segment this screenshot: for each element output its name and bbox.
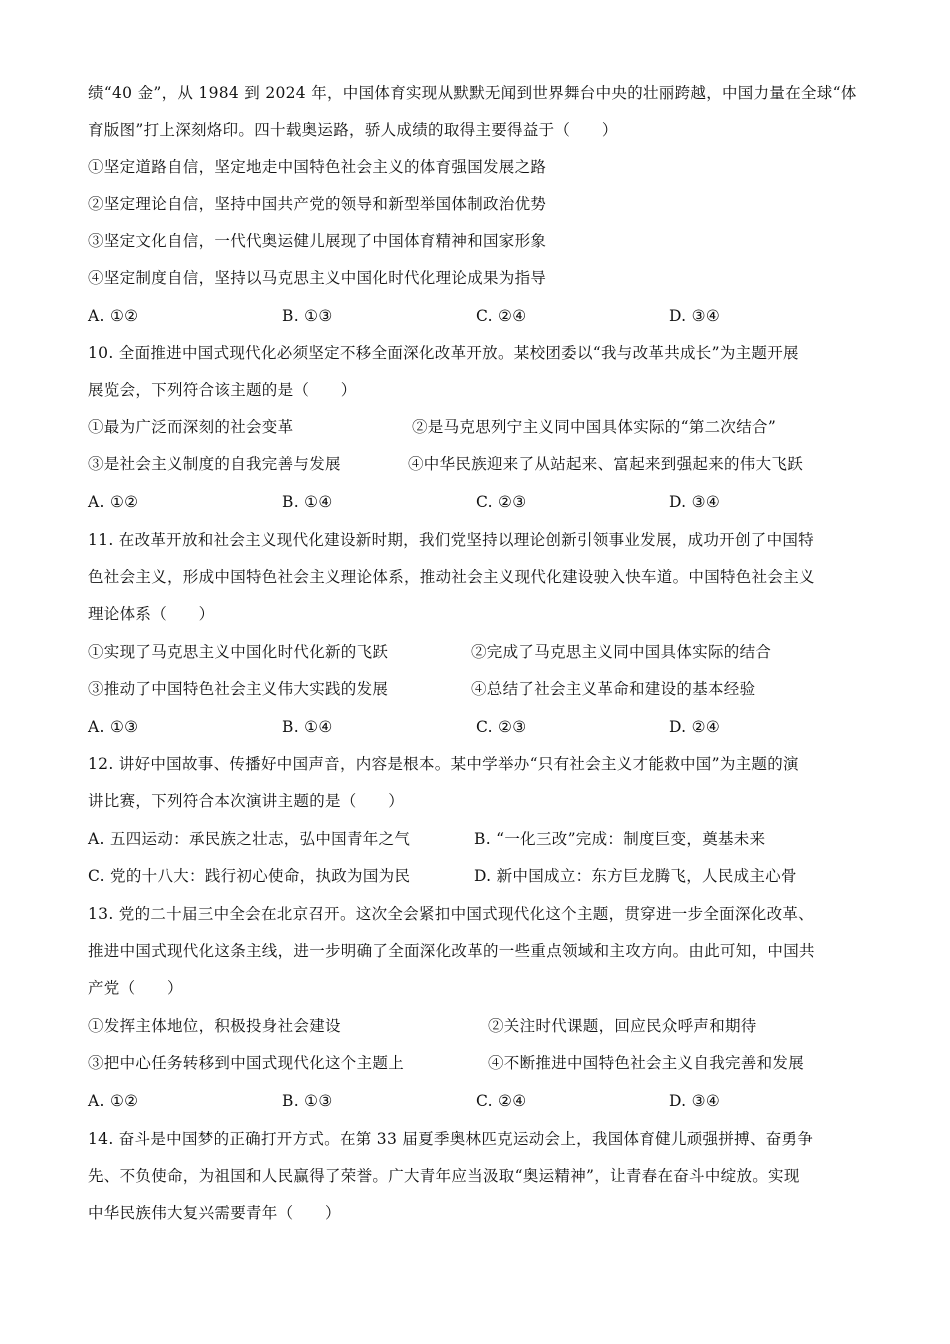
q14-line-2: 先、不负使命，为祖国和人民赢得了荣誉。广大青年应当汲取“奥运精神”，让青春在奋斗中绽放。实现: [88, 1167, 800, 1185]
q10-option-c: C. ②③: [476, 493, 527, 511]
q10-item-4: ④中华民族迎来了从站起来、富起来到强起来的伟大飞跃: [408, 455, 804, 473]
q10-item-1: ①最为广泛而深刻的社会变革: [88, 418, 294, 436]
q11-option-d: D. ②④: [669, 718, 721, 736]
q10-line-2: 展览会，下列符合该主题的是（ ）: [88, 381, 357, 399]
q10-item-2: ②是马克思列宁主义同中国具体实际的“第二次结合”: [412, 418, 777, 436]
q11-item-1: ①实现了马克思主义中国化时代化新的飞跃: [88, 643, 389, 661]
q11-line-2: 色社会主义，形成中国特色社会主义理论体系，推动社会主义现代化建设驶入快车道。中国特色社会主义: [88, 568, 815, 586]
q11-line-3: 理论体系（ ）: [88, 605, 215, 623]
q9-item-3: ③坚定文化自信，一代代奥运健儿展现了中国体育精神和国家形象: [88, 232, 547, 250]
q11-item-2: ②完成了马克思主义同中国具体实际的结合: [471, 643, 772, 661]
q14-line-3: 中华民族伟大复兴需要青年（ ）: [88, 1204, 341, 1222]
q10-line-1: 10. 全面推进中国式现代化必须坚定不移全面深化改革开放。某校团委以“我与改革共成长”为主题开展: [88, 344, 799, 362]
q12-line-2: 讲比赛，下列符合本次演讲主题的是（ ）: [88, 792, 405, 810]
q14-line-1: 14. 奋斗是中国梦的正确打开方式。在第 33 届夏季奥林匹克运动会上，我国体育健儿顽强拼搏、奋勇争: [88, 1130, 814, 1148]
q12-line-1: 12. 讲好中国故事、传播好中国声音，内容是根本。某中学举办“只有社会主义才能救中国”为主题的演: [88, 755, 799, 773]
q13-option-d: D. ③④: [669, 1092, 721, 1110]
q13-item-1: ①发挥主体地位，积极投身社会建设: [88, 1017, 341, 1035]
q11-option-b: B. ①④: [282, 718, 333, 736]
q10-option-b: B. ①④: [282, 493, 333, 511]
q13-item-2: ②关注时代课题，回应民众呼声和期待: [488, 1017, 757, 1035]
q12-option-c: C. 党的十八大：践行初心使命，执政为国为民: [88, 867, 411, 885]
q10-item-3: ③是社会主义制度的自我完善与发展: [88, 455, 341, 473]
q12-option-d: D. 新中国成立：东方巨龙腾飞，人民成主心骨: [474, 867, 797, 885]
q13-option-b: B. ①③: [282, 1092, 333, 1110]
q11-item-4: ④总结了社会主义革命和建设的基本经验: [471, 680, 756, 698]
q10-option-d: D. ③④: [669, 493, 721, 511]
q11-line-1: 11. 在改革开放和社会主义现代化建设新时期，我们党坚持以理论创新引领事业发展，成功开创了中国特: [88, 531, 814, 549]
q11-option-a: A. ①③: [88, 718, 139, 736]
q9-item-4: ④坚定制度自信，坚持以马克思主义中国化时代化理论成果为指导: [88, 269, 547, 287]
q12-option-b: B. “一化三改”完成：制度巨变，奠基未来: [474, 830, 766, 848]
q13-item-3: ③把中心任务转移到中国式现代化这个主题上: [88, 1054, 405, 1072]
q13-line-2: 推进中国式现代化这条主线，进一步明确了全面深化改革的一些重点领域和主攻方向。由此可知，中国共: [88, 942, 815, 960]
q13-option-c: C. ②④: [476, 1092, 527, 1110]
q13-line-1: 13. 党的二十届三中全会在北京召开。这次全会紧扣中国式现代化这个主题，贯穿进一步全面深化改革、: [88, 905, 814, 923]
q9-line-1: 绩“40 金”，从 1984 到 2024 年，中国体育实现从默默无闻到世界舞台中央的壮丽跨越，中国力量在全球“体: [88, 84, 857, 102]
q9-item-2: ②坚定理论自信，坚持中国共产党的领导和新型举国体制政治优势: [88, 195, 547, 213]
q9-option-d: D. ③④: [669, 307, 721, 325]
q12-option-a: A. 五四运动：承民族之壮志，弘中国青年之气: [88, 830, 411, 848]
q9-item-1: ①坚定道路自信，坚定地走中国特色社会主义的体育强国发展之路: [88, 158, 547, 176]
q11-option-c: C. ②③: [476, 718, 527, 736]
q13-option-a: A. ①②: [88, 1092, 139, 1110]
q13-line-3: 产党（ ）: [88, 979, 183, 997]
q9-option-a: A. ①②: [88, 307, 139, 325]
q9-option-c: C. ②④: [476, 307, 527, 325]
q13-item-4: ④不断推进中国特色社会主义自我完善和发展: [488, 1054, 805, 1072]
q9-line-2: 育版图”打上深刻烙印。四十载奥运路，骄人成绩的取得主要得益于（ ）: [88, 121, 618, 139]
q10-option-a: A. ①②: [88, 493, 139, 511]
q11-item-3: ③推动了中国特色社会主义伟大实践的发展: [88, 680, 389, 698]
q9-option-b: B. ①③: [282, 307, 333, 325]
